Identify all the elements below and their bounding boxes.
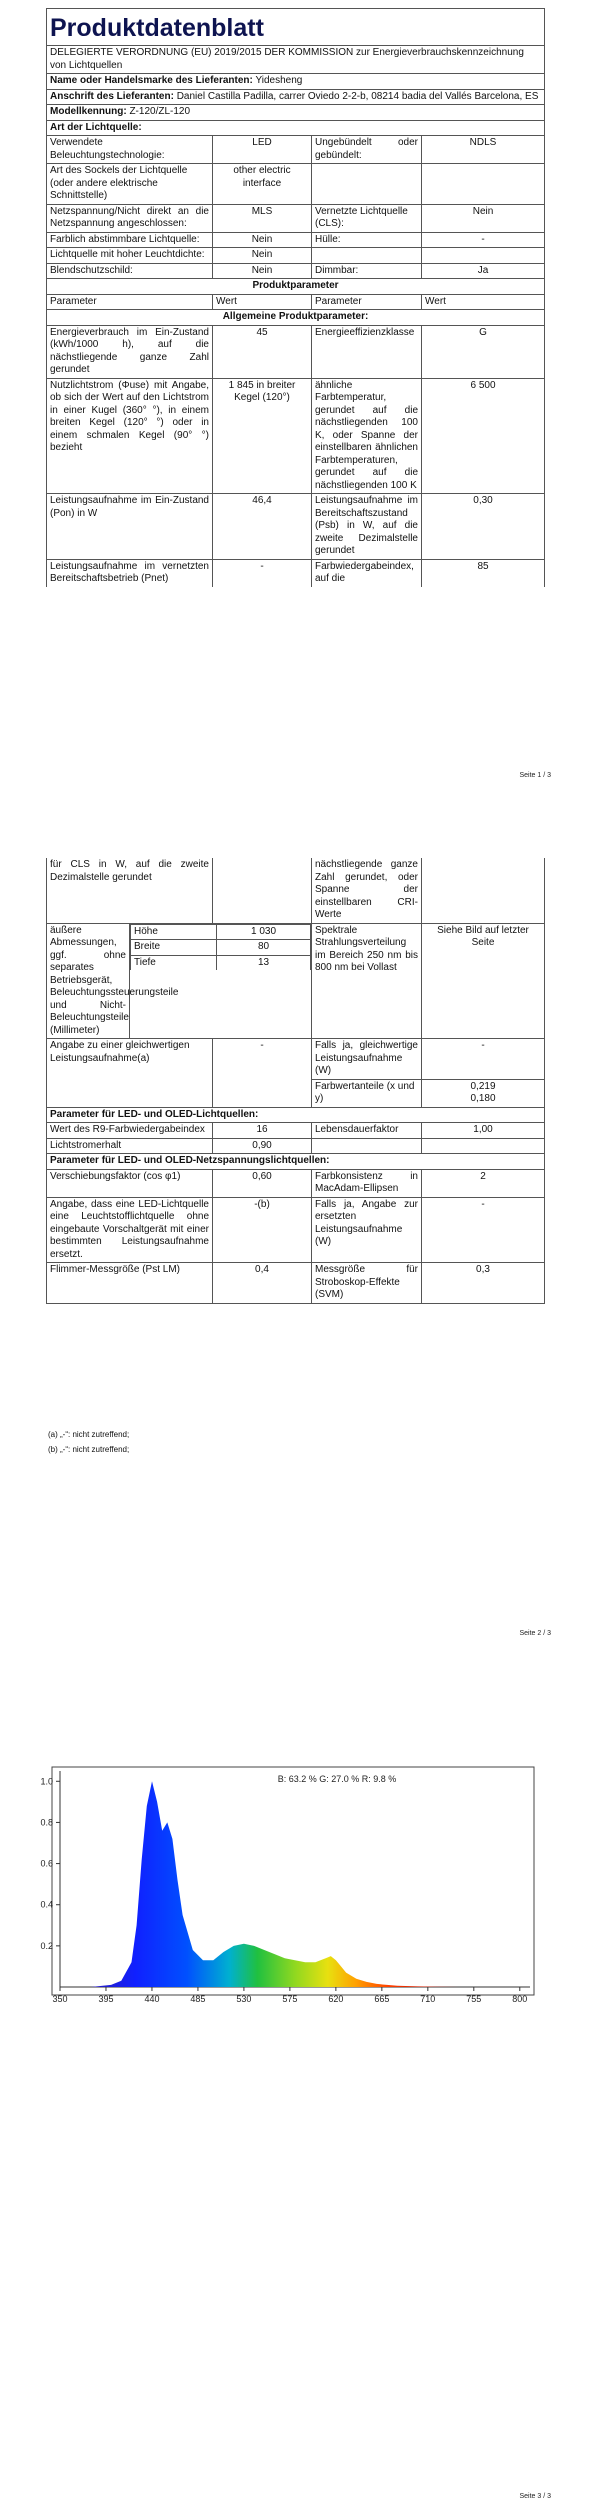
y-tick-label: 1.0 <box>40 1776 53 1787</box>
table-row: Wert des R9-Farbwiedergabeindex 16 Lebensdauerfaktor 1,00 <box>47 1123 545 1139</box>
page-2 <box>0 830 591 1650</box>
x-tick-label: 485 <box>190 1994 206 2004</box>
product-data-sheet-table <box>46 8 545 587</box>
model-row: Modellkennung: Z-120/ZL-120 <box>47 105 545 121</box>
x-tick-label: 575 <box>282 1994 298 2004</box>
x-tick-label: 350 <box>52 1994 68 2004</box>
chart-annotation: B: 63.2 % G: 27.0 % R: 9.8 % <box>277 1774 397 1784</box>
x-tick-label: 530 <box>236 1994 252 2004</box>
mains-led-params-header: Parameter für LED- und OLED-Netzspannungslichtquellen: <box>47 1154 545 1170</box>
dimensions-row: äußere Abmessungen, ggf. ohne separates Betriebsgerät, Beleuchtungssteuerungsteile und Nicht-Beleuchtungsteile (Millimeter) Höhe 1 030 Breite 80 Tiefe 13 Spektrale Strahlungsverteilung im Bereich 250 nm bis 800 nm bei Vollast Siehe Bild auf letzter Seite <box>47 923 545 1039</box>
dimensions-table: Höhe 1 030 Breite 80 Tiefe 13 <box>130 924 311 971</box>
y-tick-label: 0.8 <box>40 1817 53 1828</box>
page-number: Seite 1 / 3 <box>519 772 551 779</box>
table-row: Nutzlichtstrom (Φuse) mit Angabe, ob sich der Wert auf den Lichtstrom in einer Kugel (360° °), in einem breiten Kegel (120° °) oder in einem schmalen Kegel (90° °) bezieht 1 845 in breiter Kegel (120°) ähnliche Farbtemperatur, gerundet auf die nächstliegenden 100 K, oder Spanne der einstellbaren ähnlichen Farbtemperaturen, gerundet auf die nächstliegenden 100 K 6 500 <box>47 378 545 494</box>
x-tick-label: 800 <box>512 1994 528 2004</box>
x-tick-label: 440 <box>144 1994 160 2004</box>
table-row: Energieverbrauch im Ein-Zustand (kWh/1000 h), auf die nächstliegende ganze Zahl gerundet 45 Energieeffizienzklasse G <box>47 325 545 378</box>
table-row: Farblich abstimmbare Lichtquelle: Nein Hülle: - <box>47 232 545 248</box>
y-tick-label: 0.6 <box>40 1858 53 1869</box>
table-row: für CLS in W, auf die zweite Dezimalstelle gerundet nächstliegende ganze Zahl gerundet, oder Spanne der einstellbaren CRI-Werte <box>47 858 545 923</box>
table-row: Farbwertanteile (x und y) 0,219 0,180 <box>47 1079 545 1107</box>
page-title: Produktdatenblatt <box>47 9 545 46</box>
product-data-sheet-table-continued <box>46 858 545 1304</box>
x-tick-label: 620 <box>328 1994 344 2004</box>
y-tick-label: 0.4 <box>40 1899 53 1910</box>
supplier-address-row: Anschrift des Lieferanten: Daniel Castilla Padilla, carrer Oviedo 2-2-b, 08214 badia del Vallés Barcelona, ES <box>47 89 545 105</box>
x-tick-label: 395 <box>98 1994 114 2004</box>
spectrum-area <box>91 1781 500 1987</box>
table-row: Lichtquelle mit hoher Leuchtdichte: Nein <box>47 248 545 264</box>
x-tick-label: 755 <box>466 1994 482 2004</box>
footnote-b: (b) „-“: nicht zutreffend; <box>48 1445 130 1454</box>
dimensions-label: äußere Abmessungen, ggf. ohne separates Betriebsgerät, Beleuchtungssteuerungsteile und Nicht-Beleuchtungsteile (Millimeter) <box>47 923 130 1039</box>
x-tick-label: 710 <box>420 1994 436 2004</box>
x-tick-label: 665 <box>374 1994 390 2004</box>
table-row: Leistungsaufnahme im Ein-Zustand (Pon) in W 46,4 Leistungsaufnahme im Bereitschaftszustand (Psb) in W, auf die zweite Dezimalstelle gerundet 0,30 <box>47 494 545 560</box>
page-number: Seite 2 / 3 <box>519 1630 551 1637</box>
supplier-name-row: Name oder Handelsmarke des Lieferanten: Yidesheng <box>47 74 545 90</box>
table-row: Angabe zu einer gleichwertigen Leistungsaufnahme(a) - Falls ja, gleichwertige Leistungsaufnahme (W) - <box>47 1039 545 1080</box>
led-params-header: Parameter für LED- und OLED-Lichtquellen: <box>47 1107 545 1123</box>
light-source-type-header: Art der Lichtquelle: <box>47 120 545 136</box>
regulation-text: DELEGIERTE VERORDNUNG (EU) 2019/2015 DER KOMMISSION zur Energieverbrauchskennzeichnung von Lichtquellen <box>47 46 545 74</box>
table-row: Art des Sockels der Lichtquelle (oder andere elektrische Schnittstelle) other electric interface <box>47 164 545 205</box>
spectral-distribution-chart <box>0 1765 591 2025</box>
table-row: Verschiebungsfaktor (cos φ1) 0,60 Farbkonsistenz in MacAdam-Ellipsen 2 <box>47 1169 545 1197</box>
y-tick-label: 0.2 <box>40 1940 53 1951</box>
page-3 <box>0 1665 591 2510</box>
table-row: Lichtstromerhalt 0,90 <box>47 1138 545 1154</box>
footnote-a: (a) „-“: nicht zutreffend; <box>48 1430 130 1439</box>
table-row: Flimmer-Messgröße (Pst LM) 0,4 Messgröße für Stroboskop-Effekte (SVM) 0,3 <box>47 1263 545 1304</box>
page-1 <box>0 0 591 790</box>
table-row: Leistungsaufnahme im vernetzten Bereitschaftsbetrieb (Pnet) - Farbwiedergabeindex, auf die 85 <box>47 559 545 587</box>
table-row: Blendschutzschild: Nein Dimmbar: Ja <box>47 263 545 279</box>
column-header-row: Parameter Wert Parameter Wert <box>47 294 545 310</box>
page-number: Seite 3 / 3 <box>519 2493 551 2500</box>
table-row: Angabe, dass eine LED-Lichtquelle eine Leuchtstofflichtquelle ohne eingebaute Vorschaltgerät mit einer bestimmten Leistungsaufnahme ersetzt. -(b) Falls ja, Angabe zur ersetzten Leistungsaufnahme (W) - <box>47 1197 545 1263</box>
table-row: Netzspannung/Nicht direkt an die Netzspannung angeschlossen: MLS Vernetzte Lichtquelle (CLS): Nein <box>47 204 545 232</box>
table-row: Verwendete Beleuchtungstechnologie: LED Ungebündelt oder gebündelt: NDLS <box>47 136 545 164</box>
product-params-header: Produktparameter <box>47 279 545 295</box>
general-params-header: Allgemeine Produktparameter: <box>47 310 545 326</box>
